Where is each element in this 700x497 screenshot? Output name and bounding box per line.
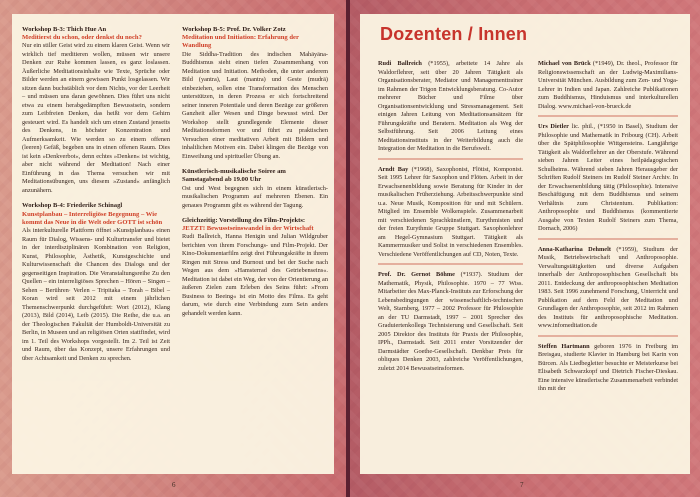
right-column-2	[538, 60, 678, 398]
workshop-text: Die Siddha-Tradition des indischen Mahāyāna-Buddhismus sieht einen tiefen Zusammenhang von Meditation und Initiation. Methoden, die unter anderem Bild (yantra), Laut (mantra) und Geste (mudrā) einbeziehen, sollen eine Transformation des Menschen unterstützen, in deren Prozess er sich fortschreitend seiner inneren Potentiale und deren Bezüge zur größeren Ganzheit aller Wesen und Dinge bewusst wird. Der Workshop stellt grundlegende Elemente dieser Meditationsformen vor und führt zu praktischen Versuchen einer meditativen Arbeit mit Bildern und inhaltlichen Motiven ein. Dabei klingen die Bezüge von Einweihung und spiritueller Übung an.	[182, 50, 328, 160]
workshop-text: Nur ein stiller Geist wird zu einem klaren Geist. Wenn wir wirklich tief meditieren wollen, müssen wir unsere Denken zur Ruhe kommen lassen, es ganz loslassen. Äußerliche Meditationsinhalte wie Texte, Sprüche oder Bilder werden an einem gewissen Punkt losgelassen. Wir sitzen dann buchstäblich vor dem Nichts, vor der Leerheit – und müssen uns daran gewöhnen. Dies führt uns nicht etwa zu einem herabgedämpften Bewusstsein, sondern zum Leibfreien Denken, das heißt vor dem Gehirn gesteuert wird. Es handelt sich um einen Zustand jenseits des Denkens, in höchster Konzentration und Aufmerksamkeit. Wie werden so zu einem offenen (leeren) Gefäß, begeben uns in einen offenen Raum. Dies ist kein »Denkverbot«, denn echtes »Denken« ist wichtig, aber nicht während der Meditation! Nach einer Einführung in das Thema versuchen wir mit Meditationsübungen, uns diesem »Zustand« anfänglich anzunähern.	[22, 42, 170, 194]
lecturer-name: Urs Dietler	[538, 123, 569, 130]
workshop-block	[22, 26, 170, 195]
left-content-panel	[12, 14, 334, 474]
page-number-left: 6	[172, 481, 176, 489]
workshop-text: Als interkulturelle Plattform öffnet »Kunstplanbau« einen Raum für Dialog, Wissens- und Kulturtransfer und bietet in der interdisziplinären Kombination von Religion, Kunst, Philosophie, Ästhetik, Kunstgeschichte und Kulturwissenschaft die Chancen des Dialogs und der gegenseitigen Inspiration. Die Veranstaltungsreihe Zu den Quellen – ein interreligiöses Sprechen – Hören – Singen – Sehen – Berühren· Verlen – Tripitaka – Torah – Bibel – Koran wird seit 2012 mit einem jährlichen Themenschwerpunkt durchgeführt: Wort (2012), Klang (2013), Bild (2014), Leib (2015). Die Reihe, die u.a. an der Theologischen Fakultät der Humboldt-Universität zu Berlin, in Museen und an religiösen Orten stattfindet, wird im 1. Teil des Workshops vorgestellt. Im 2. Teil ist Zeit und Raum, über das Konzept, unsere Erfahrungen und über Achtsamkeit und Denken zu sprechen.	[22, 227, 170, 362]
lecturer-bio	[538, 60, 678, 111]
lecturer-name: Prof. Dr. Gernot Böhme	[378, 271, 455, 278]
lecturer-text: (*1955), arbeitete 14 Jahre als Waldorflehrer, seit über 20 Jahren Tätigkeit als Organisationsberater, Mediator und Managementtrainer im Rahmen der Trigon Entwicklungsberatung. Co-Autor mehrerer Bücher und Filme über Organisationsentwicklung und Stressmanagement. Seit einigen Jahren Leitung von Meditationsansätzen für Führungskräfte und Beratern. Meditation als Weg der Selbstführung. Seit 2006 Leitung eines Meditationsinstituts in der Weiterbildung auch die Integration der Meditation in die Berufswelt.	[378, 60, 524, 152]
bio-separator	[538, 115, 678, 117]
workshop-heading: Künstlerisch-musikalische Soiree am Samstagabend ab 19.00 Uhr	[182, 168, 286, 184]
lecturer-name: Anna-Katharina Dehmelt	[538, 245, 611, 253]
lecturer-text: (*1968), Saxophonist, Flötist, Komponist. Seit 1995 Lehrer für Saxophon und Flöten. Arbeit in der Erwachsenenbildung sowie Beratung für Kinder in der musikalischen Früherziehung. Arbeitsschwerpunkte sind u.a. Neue Musik, Komposition für und mit Schülern. Mitglied im Ensemble Wolkenspiele. Zusammenarbeit mit verschiedenen Sprachkünstlern, Eurythmisten und der freien Eurythmie Gruppe Stuttgart. Saxophonlehrer am Hegel-Gymnasium Stuttgart. Tätigkeit als Kammermusiker und Solist in verschiedenen Ensembles. Verschiedene Veröffentlichungen auf CD, Noten, Texte.	[378, 165, 524, 258]
left-column-1	[22, 26, 170, 370]
lecturer-text: lic. phil., (*1950 in Basel), Studium der Philosophie und Mathematik in Fribourg (CH). Arbeit über die Spätphilosophie Wittgensteins. Langjährige Tätigkeit als Waldorflehrer an der Oberstufe. Während sieben Jahren Leiter eines heilpädagogischen Schulheims. Während sieben Jahren Herausgeber der Schriften Rudolf Steiners im Rudolf Steiner Archiv. In der Erwachsenenbildung tätig (Philosophie). Intensive Beschäftigung mit dem Buddhismus und seinem Verhältnis zum Christentum. Publikation: Anthroposophie und Buddhismus (kommentierte Ausgabe von Texten Rudolf Steiners zum Thema, Dornach, 2006)	[538, 123, 679, 232]
left-page	[0, 0, 348, 497]
left-column-2	[182, 26, 328, 325]
lecturer-bio	[378, 60, 523, 154]
workshop-subtitle: Meditierst du schon, oder denkst du noch?	[22, 34, 142, 42]
right-column-1	[378, 60, 523, 377]
bio-separator	[378, 158, 523, 160]
workshop-block	[182, 26, 328, 161]
page-title: Dozenten / Innen	[380, 24, 528, 44]
page-number-right: 7	[520, 481, 524, 489]
workshop-subtitle: Kunstplanbau – Interreligiöse Begegnung – Wie kommt das Neue in die Welt oder GOTT ist schön	[22, 210, 163, 226]
bio-separator	[538, 335, 678, 337]
workshop-heading: Workshop B-4: Friederike Schinagl	[22, 202, 123, 210]
lecturer-name: Rudi Ballreich	[378, 60, 422, 67]
workshop-subtitle: JETZT! Bewusstseinswandel in der Wirtschaft	[182, 225, 314, 233]
workshop-heading: Gleichzeitig: Vorstellung des Film-Projekts:	[182, 217, 306, 225]
lecturer-name: Michael von Brück	[538, 60, 591, 67]
right-content-panel	[360, 14, 690, 474]
lecturer-text: (*1949), Dr. theol., Professor für Religionswissenschaft an der Ludwig-Maximilians-Universität München. Ausbildung zum Zen- und Yoga-Lehrer in Indien und Japan. Zahlreiche Publikationen zum Buddhismus, Hinduismus und interkulturellen Dialog. www.michael-von-brueck.de	[538, 60, 679, 110]
lecturer-text: geboren 1976 in Freiburg im Breisgau, studierte Klavier in Hamburg bei Karin von Bürcen. Als Liedbegleiter besuchte er Meisterkurse bei Elisabeth Schwarzkopf und Dietrich Fischer-Dieskau. Eine intensive künstlerische Zusammenarbeit verbindet ihn mit der	[538, 342, 678, 392]
lecturer-bio	[378, 166, 523, 260]
workshop-heading: Workshop B-5: Prof. Dr. Volker Zotz	[182, 26, 286, 33]
workshop-text: Rudi Ballreich, Hanna Henigin und Julian Wildgruber berichten von ihrem Forschungs- und Film-Projekt. Der Kino-Dokumentarfilm zeigt drei Führungskräfte in ihrem Ringen mit Stress und Burnout und bei der Suche nach Wegen aus dem »Hamsterrad des Getriebenseins«. Meditation ist dabei ein Weg, der von der Orientierung an äußeren Zielen zum Erleben des Seins führt: »From Business to Beeing« ist ein Motto des Films. Es geht darum, wie durch eine Verbindung zum Sein anders gehandelt werden kann.	[182, 233, 328, 317]
workshop-block	[182, 217, 328, 318]
bio-separator	[538, 238, 678, 240]
workshop-block	[22, 202, 170, 363]
lecturer-text: (*1959), Studium der Musik, Betriebswirtschaft und Anthroposophie. Verwaltungstätigkeiten und diverse Aufgaben innerhalb der Anthroposophischen Gesellschaft bis 2011. Entdeckung der anthroposophischen Meditation 1983. Seit 1996 zunehmend Forschung, Unterricht und Publikation auf dem Feld der Meditation und Grundlagen der Anthroposophie, seit 2012 im Rahmen des Instituts für anthroposophische Meditation. www.infomeditation.de	[538, 245, 679, 329]
workshop-block	[182, 168, 328, 210]
lecturer-bio	[538, 123, 678, 234]
lecturer-text: (*1937). Studium der Mathematik, Physik, Philosophie. 1970 – 77 Wiss. Mitarbeiter des Max-Planck-Instituts zur Erforschung der Lebensbedingungen der wissenschaftlich-technischen Welt, Starnberg, 1977 – 2002 Professor für Philosophie an der TU Darmstadt, 1997 – 2001 Sprecher des Graduiertenkollegs Technisierung und Gesellschaft. Seit 2005 Direktor des Instituts für Praxis der Philosophie, IPPh., Darmstadt. Seit 2011 erster Vorsitzender der Darmstädter Goethe-Gesellschaft. Denkbar Preis für obliques Denken 2003, zahlreiche Veröffentlichungen, zuletzt 2014 Bewusstseinsformen.	[378, 271, 523, 372]
workshop-text: Ost und West begegnen sich in einem künstlerisch-musikalischen Programm auf mehreren Ebenen. Ein genaues Programm gibt es während der Tagung.	[182, 184, 328, 209]
lecturer-bio	[538, 343, 678, 394]
lecturer-name: Steffen Hartmann	[538, 342, 590, 350]
workshop-subtitle: Meditation und Initiation: Erfahrung der Wandlung	[182, 34, 299, 50]
bio-separator	[378, 263, 523, 265]
lecturer-name: Arndt Bay	[378, 165, 409, 173]
lecturer-bio	[378, 271, 523, 373]
lecturer-bio	[538, 246, 678, 331]
workshop-heading: Workshop B-3: Thich Hue An	[22, 26, 107, 33]
